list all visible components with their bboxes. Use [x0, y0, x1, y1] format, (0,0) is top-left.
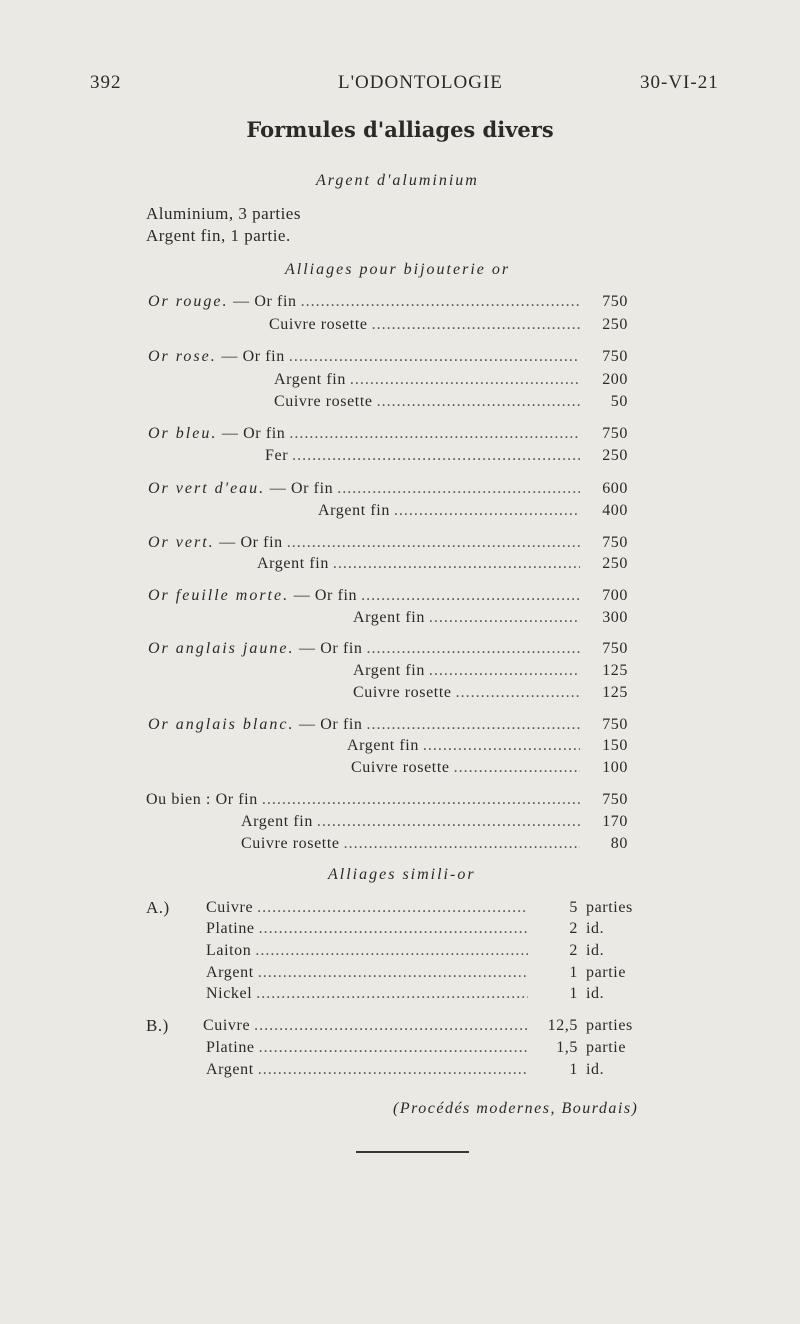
metal-name: Argent fin	[353, 609, 425, 626]
alloy-row	[353, 662, 628, 680]
alloy-name: Ou bien :	[146, 791, 211, 808]
quantity-value: 12,5	[547, 1017, 578, 1034]
alloy-row	[318, 502, 628, 520]
metal-name: Argent fin	[241, 813, 313, 830]
leader-dots	[337, 480, 580, 498]
unit-label: partie	[586, 1039, 627, 1056]
leader-dots	[454, 759, 580, 777]
quantity-value: 2	[569, 942, 578, 959]
alloy-row	[148, 716, 628, 734]
metal-name: Argent fin	[318, 502, 390, 519]
alloy-row	[353, 684, 628, 702]
leader-dots	[317, 813, 580, 831]
simili-row	[206, 920, 672, 938]
quantity-value: 1	[569, 964, 578, 981]
proportion-value: 600	[602, 480, 628, 497]
leader-dots	[262, 791, 580, 809]
leader-dots	[287, 534, 580, 552]
metal-name: Argent fin	[347, 737, 419, 754]
metal-name: Platine	[206, 1039, 255, 1056]
alloy-name: Or anglais blanc.	[148, 716, 295, 733]
alloy-name-label: Or rose. — Or fin	[148, 348, 285, 365]
metal-name: Or fin	[320, 716, 363, 733]
metal-name: Argent fin	[353, 662, 425, 679]
metal-name: Argent	[206, 1061, 254, 1078]
alloy-name-label: Or anglais blanc. — Or fin	[148, 716, 363, 733]
proportion-value: 750	[602, 348, 628, 365]
quantity-value: 2	[569, 920, 578, 937]
metal-name: Cuivre	[206, 899, 254, 916]
metal-name: Or fin	[240, 534, 283, 551]
metal-name: Cuivre	[203, 1017, 251, 1034]
proportion-value: 250	[602, 555, 628, 572]
leader-dots	[372, 316, 580, 334]
proportion-value: 300	[602, 609, 628, 626]
proportion-value: 250	[602, 316, 628, 333]
unit-label: partie	[586, 964, 627, 981]
quantity-value: 1	[569, 985, 578, 1002]
leader-dots	[394, 502, 580, 520]
group-label: A.)	[146, 898, 170, 917]
alloy-name-label: Or vert d'eau. — Or fin	[148, 480, 334, 497]
simili-row	[206, 942, 672, 960]
leader-dots	[367, 640, 580, 658]
metal-name: Argent fin	[274, 371, 346, 388]
quantity-value: 5	[569, 899, 578, 916]
alloy-row	[148, 425, 628, 443]
alloy-row	[257, 555, 628, 573]
metal-name: Or fin	[291, 480, 334, 497]
alloy-row	[351, 759, 628, 777]
metal-name: Cuivre rosette	[351, 759, 450, 776]
alloy-name: Or anglais jaune.	[148, 640, 295, 657]
alloy-row	[148, 640, 628, 658]
alloy-name: Or feuille morte.	[148, 587, 290, 604]
metal-name: Nickel	[206, 985, 253, 1002]
proportion-value: 50	[610, 393, 628, 410]
alloy-row	[347, 737, 628, 755]
proportion-value: 80	[610, 835, 628, 852]
alloy-name-label: Or rouge. — Or fin	[148, 293, 297, 310]
unit-label: id.	[586, 920, 605, 937]
alloy-name-label: Or feuille morte. — Or fin	[148, 587, 358, 604]
alloy-row	[241, 835, 628, 853]
issue-date: 30-VI-21	[640, 72, 719, 93]
leader-dots	[423, 737, 580, 755]
metal-name: Or fin	[254, 293, 297, 310]
alloy-row	[274, 393, 628, 411]
page-title: Formules d'alliages divers	[246, 117, 554, 142]
alloy-name: Or vert.	[148, 534, 215, 551]
proportion-value: 200	[602, 371, 628, 388]
proportion-value: 400	[602, 502, 628, 519]
running-title: L'ODONTOLOGIE	[338, 72, 503, 93]
alloy-name: Or rouge.	[148, 293, 229, 310]
leader-dots	[367, 716, 580, 734]
unit-label: parties	[586, 899, 633, 916]
simili-row	[206, 1039, 672, 1057]
metal-name: Argent fin	[257, 555, 329, 572]
simili-row	[206, 985, 672, 1003]
metal-name: Or fin	[243, 425, 286, 442]
leader-dots	[255, 942, 528, 960]
leader-dots	[429, 662, 580, 680]
proportion-value: 750	[602, 716, 628, 733]
leader-dots	[254, 1017, 528, 1035]
alloy-row	[148, 348, 628, 366]
leader-dots	[350, 371, 580, 389]
leader-dots	[256, 985, 528, 1003]
proportion-value: 100	[602, 759, 628, 776]
leader-dots	[429, 609, 580, 627]
unit-label: id.	[586, 942, 605, 959]
unit-label: parties	[586, 1017, 633, 1034]
aluminium-line: Argent fin, 1 partie.	[146, 226, 291, 245]
alloy-row	[265, 447, 628, 465]
leader-dots	[377, 393, 580, 411]
leader-dots	[344, 835, 580, 853]
alloy-name: Or rose.	[148, 348, 217, 365]
alloy-row	[148, 293, 628, 311]
metal-name: Or fin	[215, 791, 258, 808]
leader-dots	[292, 447, 580, 465]
alloy-row	[274, 371, 628, 389]
leader-dots	[361, 587, 580, 605]
metal-name: Cuivre rosette	[241, 835, 340, 852]
metal-name: Or fin	[242, 348, 285, 365]
leader-dots	[301, 293, 580, 311]
metal-name: Cuivre rosette	[353, 684, 452, 701]
simili-row	[206, 964, 672, 982]
leader-dots	[258, 964, 528, 982]
metal-name: Cuivre rosette	[274, 393, 373, 410]
group-label: B.)	[146, 1016, 169, 1035]
alloy-name: Or vert d'eau.	[148, 480, 266, 497]
metal-name: Laiton	[206, 942, 252, 959]
proportion-value: 125	[602, 662, 628, 679]
metal-name: Platine	[206, 920, 255, 937]
leader-dots	[333, 555, 580, 573]
proportion-value: 150	[602, 737, 628, 754]
proportion-value: 170	[602, 813, 628, 830]
quantity-value: 1,5	[556, 1039, 578, 1056]
proportion-value: 750	[602, 791, 628, 808]
alloy-name-label: Or vert. — Or fin	[148, 534, 283, 551]
section-heading-simili: Alliages simili-or	[328, 866, 476, 883]
unit-label: id.	[586, 1061, 605, 1078]
alloy-name-label: Or bleu. — Or fin	[148, 425, 286, 442]
section-heading-aluminium: Argent d'aluminium	[316, 172, 479, 189]
quantity-value: 1	[569, 1061, 578, 1078]
proportion-value: 750	[602, 425, 628, 442]
metal-name: Argent	[206, 964, 254, 981]
simili-row	[206, 899, 672, 917]
alloy-row	[146, 791, 628, 809]
alloy-name: Or bleu.	[148, 425, 218, 442]
alloy-row	[148, 534, 628, 552]
leader-dots	[259, 1039, 528, 1057]
metal-name: Fer	[265, 447, 289, 464]
alloy-row	[148, 480, 628, 498]
closing-rule	[356, 1151, 469, 1153]
alloy-row	[148, 587, 628, 605]
proportion-value: 750	[602, 293, 628, 310]
leader-dots	[289, 425, 580, 443]
unit-label: id.	[586, 985, 605, 1002]
page-number: 392	[90, 72, 122, 93]
alloy-row	[269, 316, 628, 334]
alloy-row	[353, 609, 628, 627]
proportion-value: 750	[602, 640, 628, 657]
proportion-value: 750	[602, 534, 628, 551]
leader-dots	[257, 899, 528, 917]
section-heading-bijouterie: Alliages pour bijouterie or	[285, 261, 511, 278]
proportion-value: 125	[602, 684, 628, 701]
aluminium-line: Aluminium, 3 parties	[146, 204, 301, 223]
source-citation: (Procédés modernes, Bourdais)	[393, 1100, 639, 1117]
metal-name: Cuivre rosette	[269, 316, 368, 333]
simili-row	[206, 1061, 672, 1079]
proportion-value: 700	[602, 587, 628, 604]
leader-dots	[289, 348, 580, 366]
alloy-row	[241, 813, 628, 831]
metal-name: Or fin	[320, 640, 363, 657]
leader-dots	[258, 1061, 528, 1079]
proportion-value: 250	[602, 447, 628, 464]
metal-name: Or fin	[314, 587, 358, 604]
alloy-name-label: Or anglais jaune. — Or fin	[148, 640, 363, 657]
simili-row	[203, 1017, 672, 1035]
leader-dots	[456, 684, 580, 702]
leader-dots	[259, 920, 528, 938]
alloy-name-label	[146, 791, 258, 809]
